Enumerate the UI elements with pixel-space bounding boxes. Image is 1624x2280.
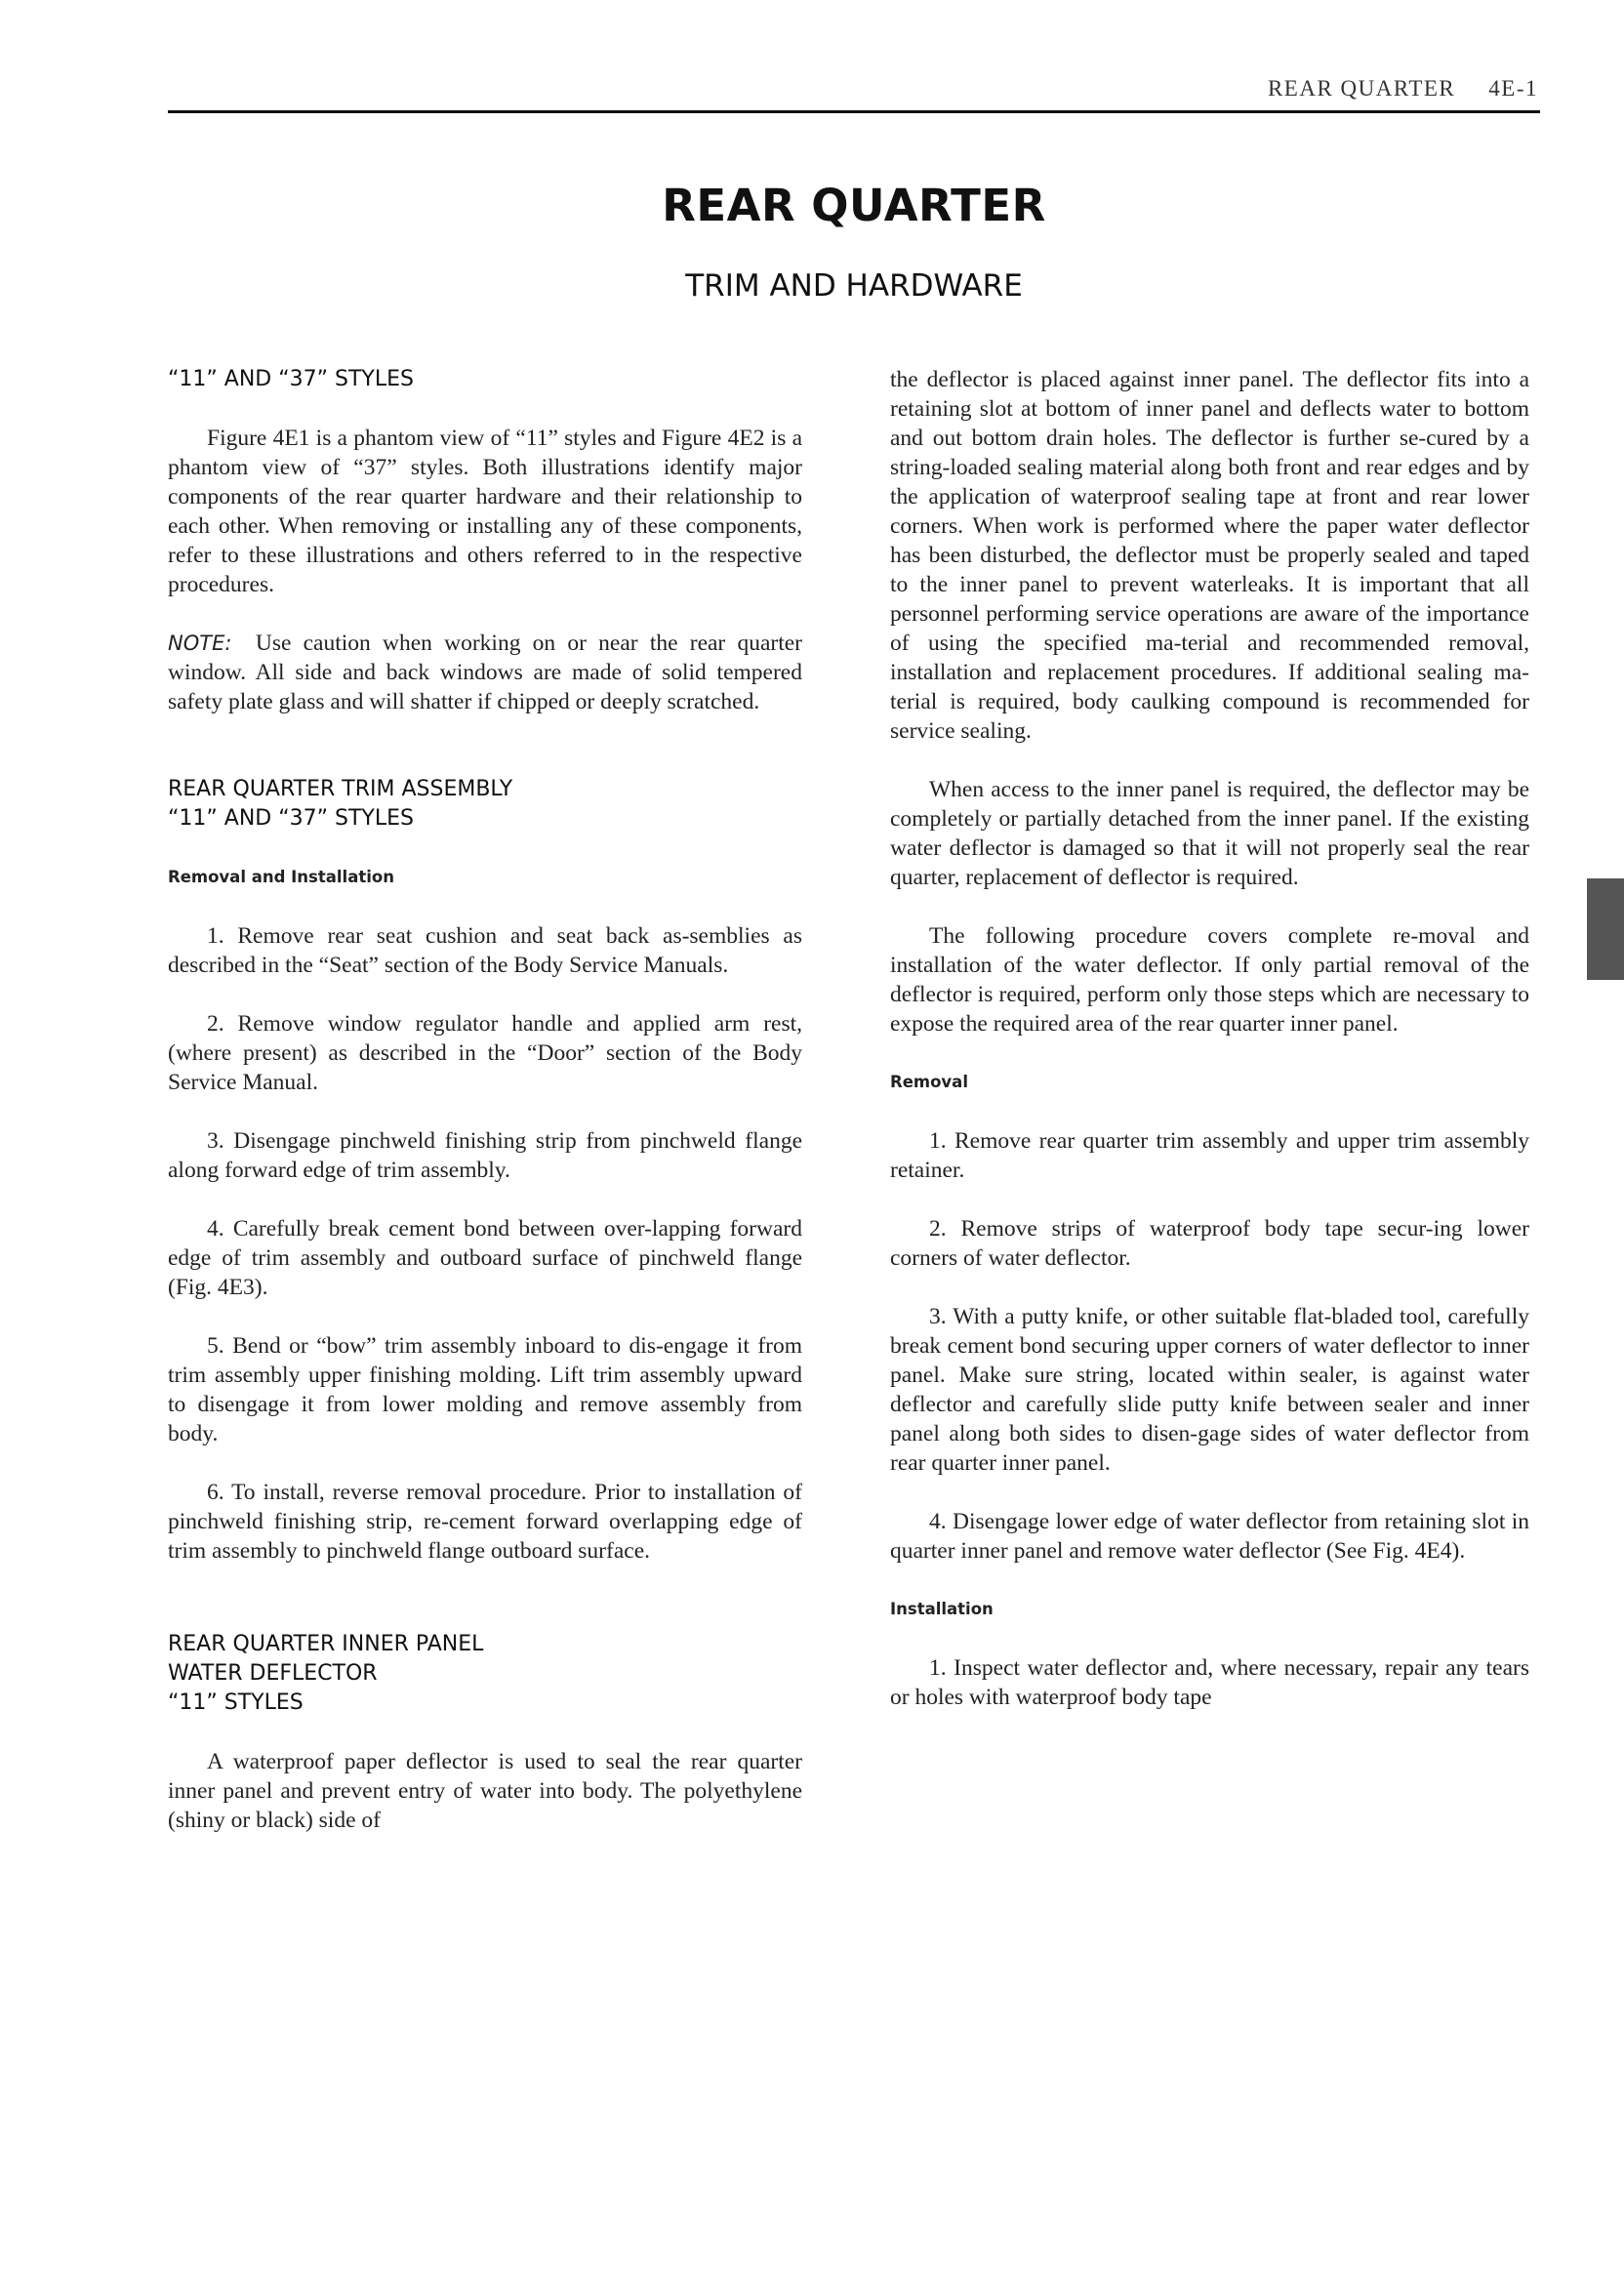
header-rule [168,110,1540,113]
trim-step-5: 5. Bend or “bow” trim assembly inboard to dis-engage it from trim assembly upper finishing molding. Lift trim assembly upward to disengage it from lower molding and remove assembly from body. [168,1333,802,1446]
note-paragraph [168,629,802,716]
note-label: NOTE: [168,631,232,655]
section-heading-inner-panel: REAR QUARTER INNER PANEL [168,1632,484,1656]
section-edge-tab [1587,878,1624,980]
section-heading-trim-styles: “11” AND “37” STYLES [168,806,414,831]
page-title: REAR QUARTER [662,180,1046,231]
trim-step-6: 6. To install, reverse removal procedure. Prior to installation of pinchweld finishing strip, re-cement forward overlapping edge of trim assembly to pinchweld flange outboard surface. [168,1480,802,1564]
running-head [1268,76,1538,102]
subheading-removal-installation: Removal and Installation [168,868,394,886]
removal-step-2: 2. Remove strips of waterproof body tape secur-ing lower corners of water deflector. [890,1216,1529,1271]
removal-step-4: 4. Disengage lower edge of water deflector from retaining slot in quarter inner panel and remove water deflector (See Fig. 4E4). [890,1509,1529,1564]
subheading-removal: Removal [890,1073,968,1091]
page-number: 4E-1 [1488,76,1538,101]
trim-step-4: 4. Carefully break cement bond between over-lapping forward edge of trim assembly and outboard surface of pinchweld flange (Fig. 4E3). [168,1216,802,1300]
trim-step-3: 3. Disengage pinchweld finishing strip from pinchweld flange along forward edge of trim assembly. [168,1128,802,1183]
removal-step-1: 1. Remove rear quarter trim assembly and upper trim assembly retainer. [890,1128,1529,1183]
running-head-section: REAR QUARTER [1267,76,1456,101]
installation-step-1: 1. Inspect water deflector and, where necessary, repair any tears or holes with waterproof body tape [890,1655,1529,1710]
deflector-intro-paragraph: A waterproof paper deflector is used to seal the rear quarter inner panel and prevent entry of water into body. The polyethylene (shiny or black) side of [168,1749,802,1833]
section-heading-trim-assembly: REAR QUARTER TRIM ASSEMBLY [168,777,513,801]
deflector-continued-paragraph: the deflector is placed against inner panel. The deflector fits into a retaining slot at bottom of inner panel and deflects water to bottom and out bottom drain holes. The deflector is further se-cured by a string-loaded sealing material along both front and rear edges and by the application of waterproof sealing tape at front and rear lower corners. When work is performed where the paper water deflector has been disturbed, the deflector must be properly sealed and taped to the inner panel to prevent waterleaks. It is important that all personnel performing service operations are aware of the importance of using the specified ma-terial and recommended removal, installation and replacement procedures. If additional sealing ma-terial is required, body caulking compound is recommended for service sealing. [890,367,1529,744]
section-heading-deflector-styles: “11” STYLES [168,1690,304,1715]
section-heading-water-deflector: WATER DEFLECTOR [168,1661,378,1686]
left-column [168,365,802,1835]
note-text: Use caution when working on or near the rear quarter window. All side and back windows are made of solid tempered safety plate glass and will shatter if chipped or deeply scratched. [168,631,803,714]
removal-step-3: 3. With a putty knife, or other suitable flat-bladed tool, carefully break cement bond securing upper corners of water deflector to inner panel. Make sure string, located within sealer, is against water deflector and carefully slide putty knife between sealer and inner panel along both sides to disen-gage sides of water deflector from rear quarter inner panel. [890,1304,1529,1476]
section-heading-styles: “11” AND “37” STYLES [168,367,414,391]
trim-step-1: 1. Remove rear seat cushion and seat back as-semblies as described in the “Seat” section of the Body Service Manuals. [168,923,802,978]
page-subtitle: TRIM AND HARDWARE [685,268,1023,304]
procedure-scope-paragraph: The following procedure covers complete re-moval and installation of the water deflector. If only partial removal of the deflector is required, perform only those steps which are necessary to expose the required area of the rear quarter inner panel. [890,923,1529,1037]
trim-step-2: 2. Remove window regulator handle and applied arm rest, (where present) as described in the “Door” section of the Body Service Manual. [168,1011,802,1095]
subheading-installation: Installation [890,1600,994,1618]
access-paragraph: When access to the inner panel is required, the deflector may be completely or partially detached from the inner panel. If the existing water deflector is damaged so that it will not properly seal the rear quarter, replacement of deflector is required. [890,777,1529,890]
right-column [890,365,1529,1712]
intro-paragraph: Figure 4E1 is a phantom view of “11” styles and Figure 4E2 is a phantom view of “37” styles. Both illustrations identify major components of the rear quarter hardware and their relationship to each other. When removing or installing any of these components, refer to these illustrations and others referred to in the respective procedures. [168,426,802,597]
